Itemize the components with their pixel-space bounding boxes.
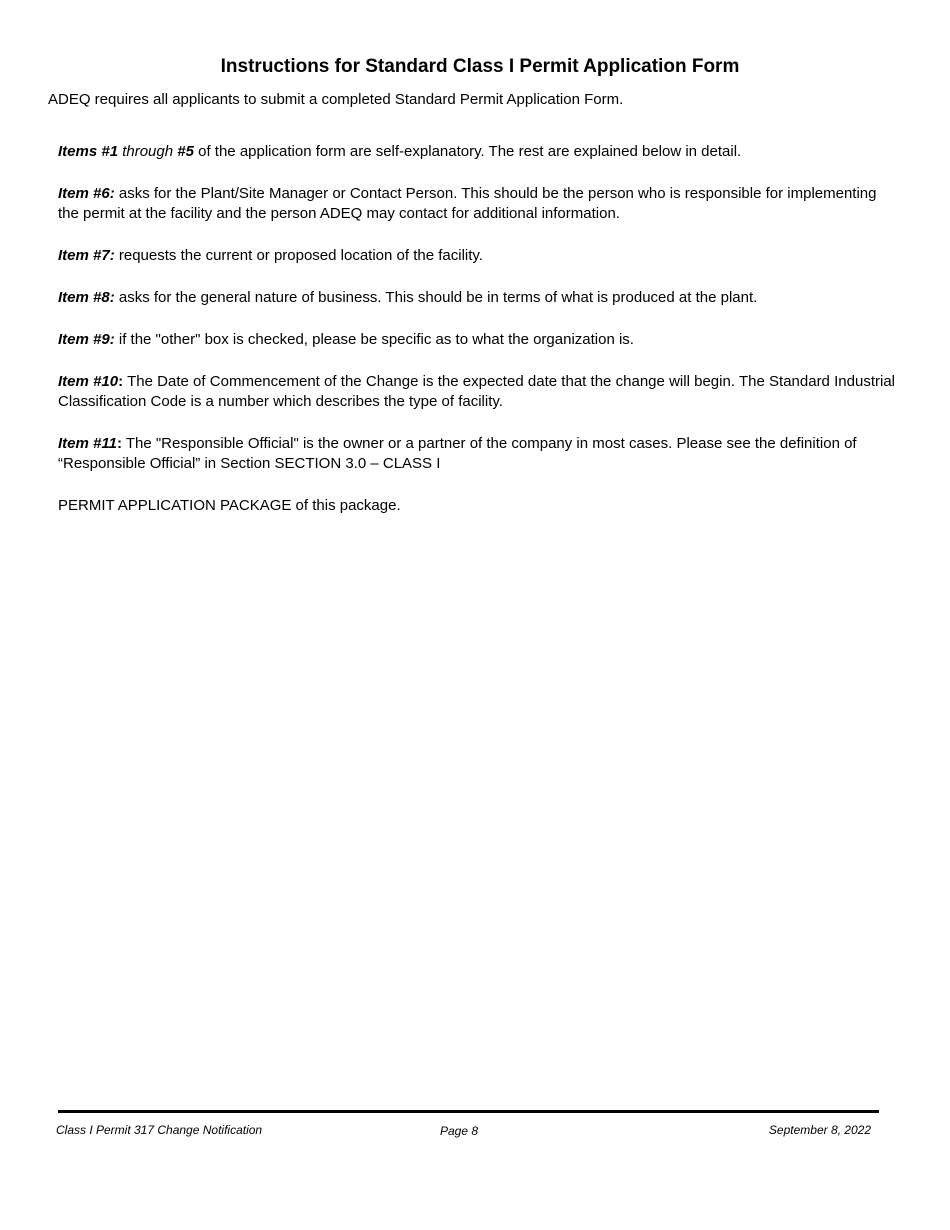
item-label: Item #10 bbox=[58, 373, 119, 390]
footer-date: September 8, 2022 bbox=[768, 1123, 871, 1137]
item-text: The "Responsible Official" is the owner or a partner of the company in most cases. Please see the definition of “Responsible Official” in Section SECTION 3.0 – CLASS I bbox=[58, 435, 857, 472]
item-label-colon: : bbox=[118, 373, 124, 390]
item-text: if the "other" box is checked, please be specific as to what the organization is. bbox=[114, 331, 634, 348]
item-label: Item #7: bbox=[58, 247, 115, 264]
page-title: Instructions for Standard Class I Permit Application Form bbox=[220, 56, 740, 77]
footer-page-number: Page 8 bbox=[440, 1124, 479, 1138]
list-item-7 bbox=[58, 246, 895, 266]
list-item-9 bbox=[58, 330, 895, 350]
item-text: of the application form are self-explanatory. The rest are explained below in detail. bbox=[193, 143, 742, 160]
item-label: Item #6: bbox=[58, 185, 115, 202]
footer-document-name: Class I Permit 317 Change Notification bbox=[56, 1123, 263, 1137]
list-item-11 bbox=[58, 434, 895, 474]
item-label-end: #5 bbox=[177, 143, 194, 160]
instruction-items bbox=[58, 142, 895, 538]
item-label: Item #11 bbox=[58, 435, 117, 452]
list-item-8 bbox=[58, 288, 895, 308]
item-label-start: Items #1 bbox=[58, 143, 119, 160]
item-text: requests the current or proposed location of the facility. bbox=[114, 247, 483, 264]
item-text: The Date of Commencement of the Change is the expected date that the change will begin. The Standard Industrial Classification Code is a number which describes the type of facility. bbox=[58, 373, 895, 410]
item-label-through: through bbox=[118, 143, 178, 160]
item-text: asks for the Plant/Site Manager or Contact Person. This should be the person who is responsible for implementing the permit at the facility and the person ADEQ may contact for additional information. bbox=[58, 185, 877, 222]
list-item-items-1-5 bbox=[58, 142, 895, 162]
list-item-6 bbox=[58, 184, 895, 224]
item-text: asks for the general nature of business. This should be in terms of what is produced at the plant. bbox=[114, 289, 758, 306]
item-label: Item #9: bbox=[58, 331, 115, 348]
item-label: Item #8: bbox=[58, 289, 115, 306]
item-text: PERMIT APPLICATION PACKAGE of this package. bbox=[58, 497, 401, 514]
intro-text: ADEQ requires all applicants to submit a completed Standard Permit Application Form. bbox=[48, 91, 624, 108]
item-label-colon: : bbox=[116, 435, 122, 452]
footer-divider bbox=[58, 1110, 879, 1113]
list-item-continuation bbox=[58, 496, 895, 516]
list-item-10 bbox=[58, 372, 895, 412]
